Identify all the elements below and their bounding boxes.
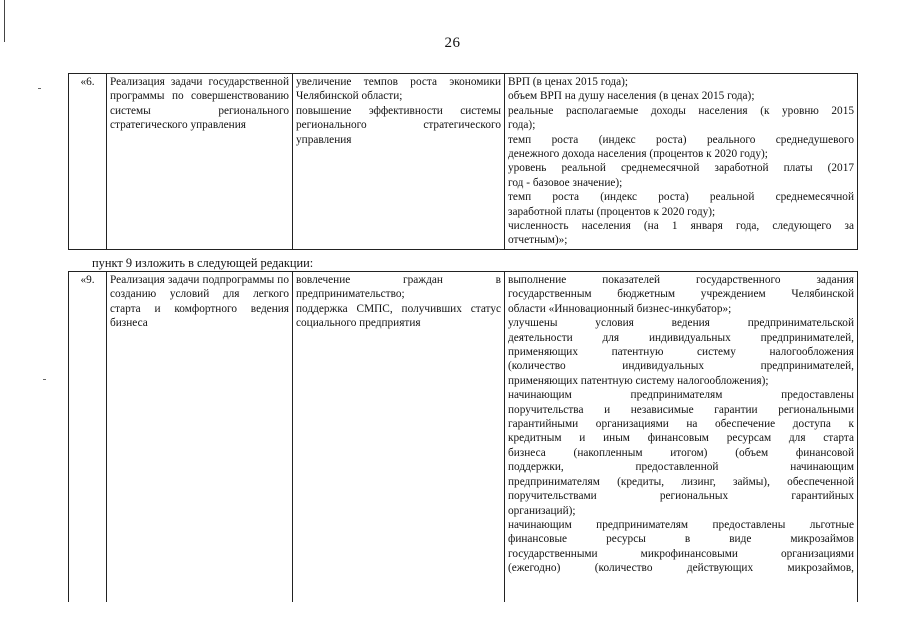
indicator-line: ВРП (в ценах 2015 года); bbox=[508, 76, 629, 88]
program-table-row-6 bbox=[68, 73, 858, 250]
indicator-line: применяющих патентную систему налогообложения bbox=[508, 346, 854, 359]
row-number: «6. bbox=[69, 74, 107, 250]
indicator-line: предпринимателям (кредиты, лизинг, займы), обеспеченной bbox=[508, 475, 854, 488]
indicator-line: (ежегодно) (количество действующих микрозаймов, bbox=[508, 562, 854, 575]
table-row bbox=[69, 272, 858, 602]
indicator-line: деятельности для индивидуальных предпринимателей, bbox=[508, 331, 854, 344]
indicator-line: реальные располагаемые доходы населения (к уровню 2015 bbox=[508, 104, 854, 117]
indicator-line: государственными микрофинансовыми организациями bbox=[508, 547, 854, 560]
indicator-line: выполнение показателей государственного задания bbox=[508, 274, 854, 286]
indicator-line: темп роста (индекс роста) реальной среднемесячной bbox=[508, 191, 854, 204]
task-cell: Реализация задачи подпрограммы по созданию условий для легкого старта и комфортного ведения бизнеса bbox=[107, 272, 293, 602]
amendment-instruction: пункт 9 изложить в следующей редакции: bbox=[92, 256, 314, 270]
indicator-line: (количество индивидуальных предпринимателей, bbox=[508, 360, 854, 373]
indicator-line: применяющих патентную систему налогообложения); bbox=[508, 374, 769, 387]
indicator-line: организаций); bbox=[508, 504, 576, 517]
indicator-line: поддержки, предоставленной начинающим bbox=[508, 461, 854, 474]
goals-cell bbox=[293, 272, 505, 602]
row-number: «9. bbox=[69, 272, 107, 602]
indicators-cell bbox=[505, 74, 858, 250]
indicator-line: года); bbox=[508, 119, 536, 132]
indicator-line: гарантийными организациями на обеспечение доступа к bbox=[508, 418, 854, 431]
goal-item: поддержка СМПС, получивших статус социального предприятия bbox=[296, 302, 501, 330]
table-row bbox=[69, 74, 858, 250]
indicator-line: отчетным)»; bbox=[508, 234, 568, 247]
scan-artifact bbox=[43, 379, 46, 380]
indicator-line: поручительства и независимые гарантии региональными bbox=[508, 403, 854, 416]
indicator-line: бизнеса (накопленным итогом) (объем финансовой bbox=[508, 446, 854, 459]
indicator-line: год - базовое значение); bbox=[508, 176, 623, 189]
indicator-line: темп роста (индекс роста) реального среднедушевого bbox=[508, 133, 854, 146]
goal-item: повышение эффективности системы регионального стратегического управления bbox=[296, 104, 501, 146]
page-number: 26 bbox=[444, 35, 461, 51]
indicator-line: объем ВРП на душу населения (в ценах 2015 года); bbox=[508, 90, 755, 103]
indicator-line: кредитным и иным финансовым ресурсам для старта bbox=[508, 432, 854, 445]
indicator-line: улучшены условия ведения предпринимательской bbox=[508, 317, 854, 330]
indicator-line: области «Инновационный бизнес-инкубатор»; bbox=[508, 302, 732, 315]
indicator-line: начинающим предпринимателям предоставлены bbox=[508, 389, 854, 402]
program-table-row-9 bbox=[68, 271, 858, 602]
indicator-line: начинающим предпринимателям предоставлены льготные bbox=[508, 518, 854, 531]
scan-artifact bbox=[38, 88, 41, 89]
indicator-line: государственным бюджетным учреждением Челябинской bbox=[508, 288, 854, 301]
indicator-line: уровень реальной среднемесячной заработной платы (2017 bbox=[508, 162, 854, 175]
indicators-cell bbox=[505, 272, 858, 602]
task-cell: Реализация задачи государственной программы по совершенствованию системы регионального стратегического управления bbox=[107, 74, 293, 250]
goal-item: вовлечение граждан в предпринимательство; bbox=[296, 274, 501, 301]
indicator-line: заработной платы (процентов к 2020 году); bbox=[508, 205, 716, 218]
goals-cell bbox=[293, 74, 505, 250]
indicator-line: денежного дохода населения (процентов к 2020 году); bbox=[508, 148, 768, 161]
indicator-line: финансовые ресурсы в виде микрозаймов bbox=[508, 533, 854, 546]
goal-item: увеличение темпов роста экономики Челябинской области; bbox=[296, 76, 501, 103]
indicator-line: численность населения (на 1 января года, следующего за bbox=[508, 220, 854, 233]
indicator-line: поручительствами региональных гарантийных bbox=[508, 490, 854, 503]
